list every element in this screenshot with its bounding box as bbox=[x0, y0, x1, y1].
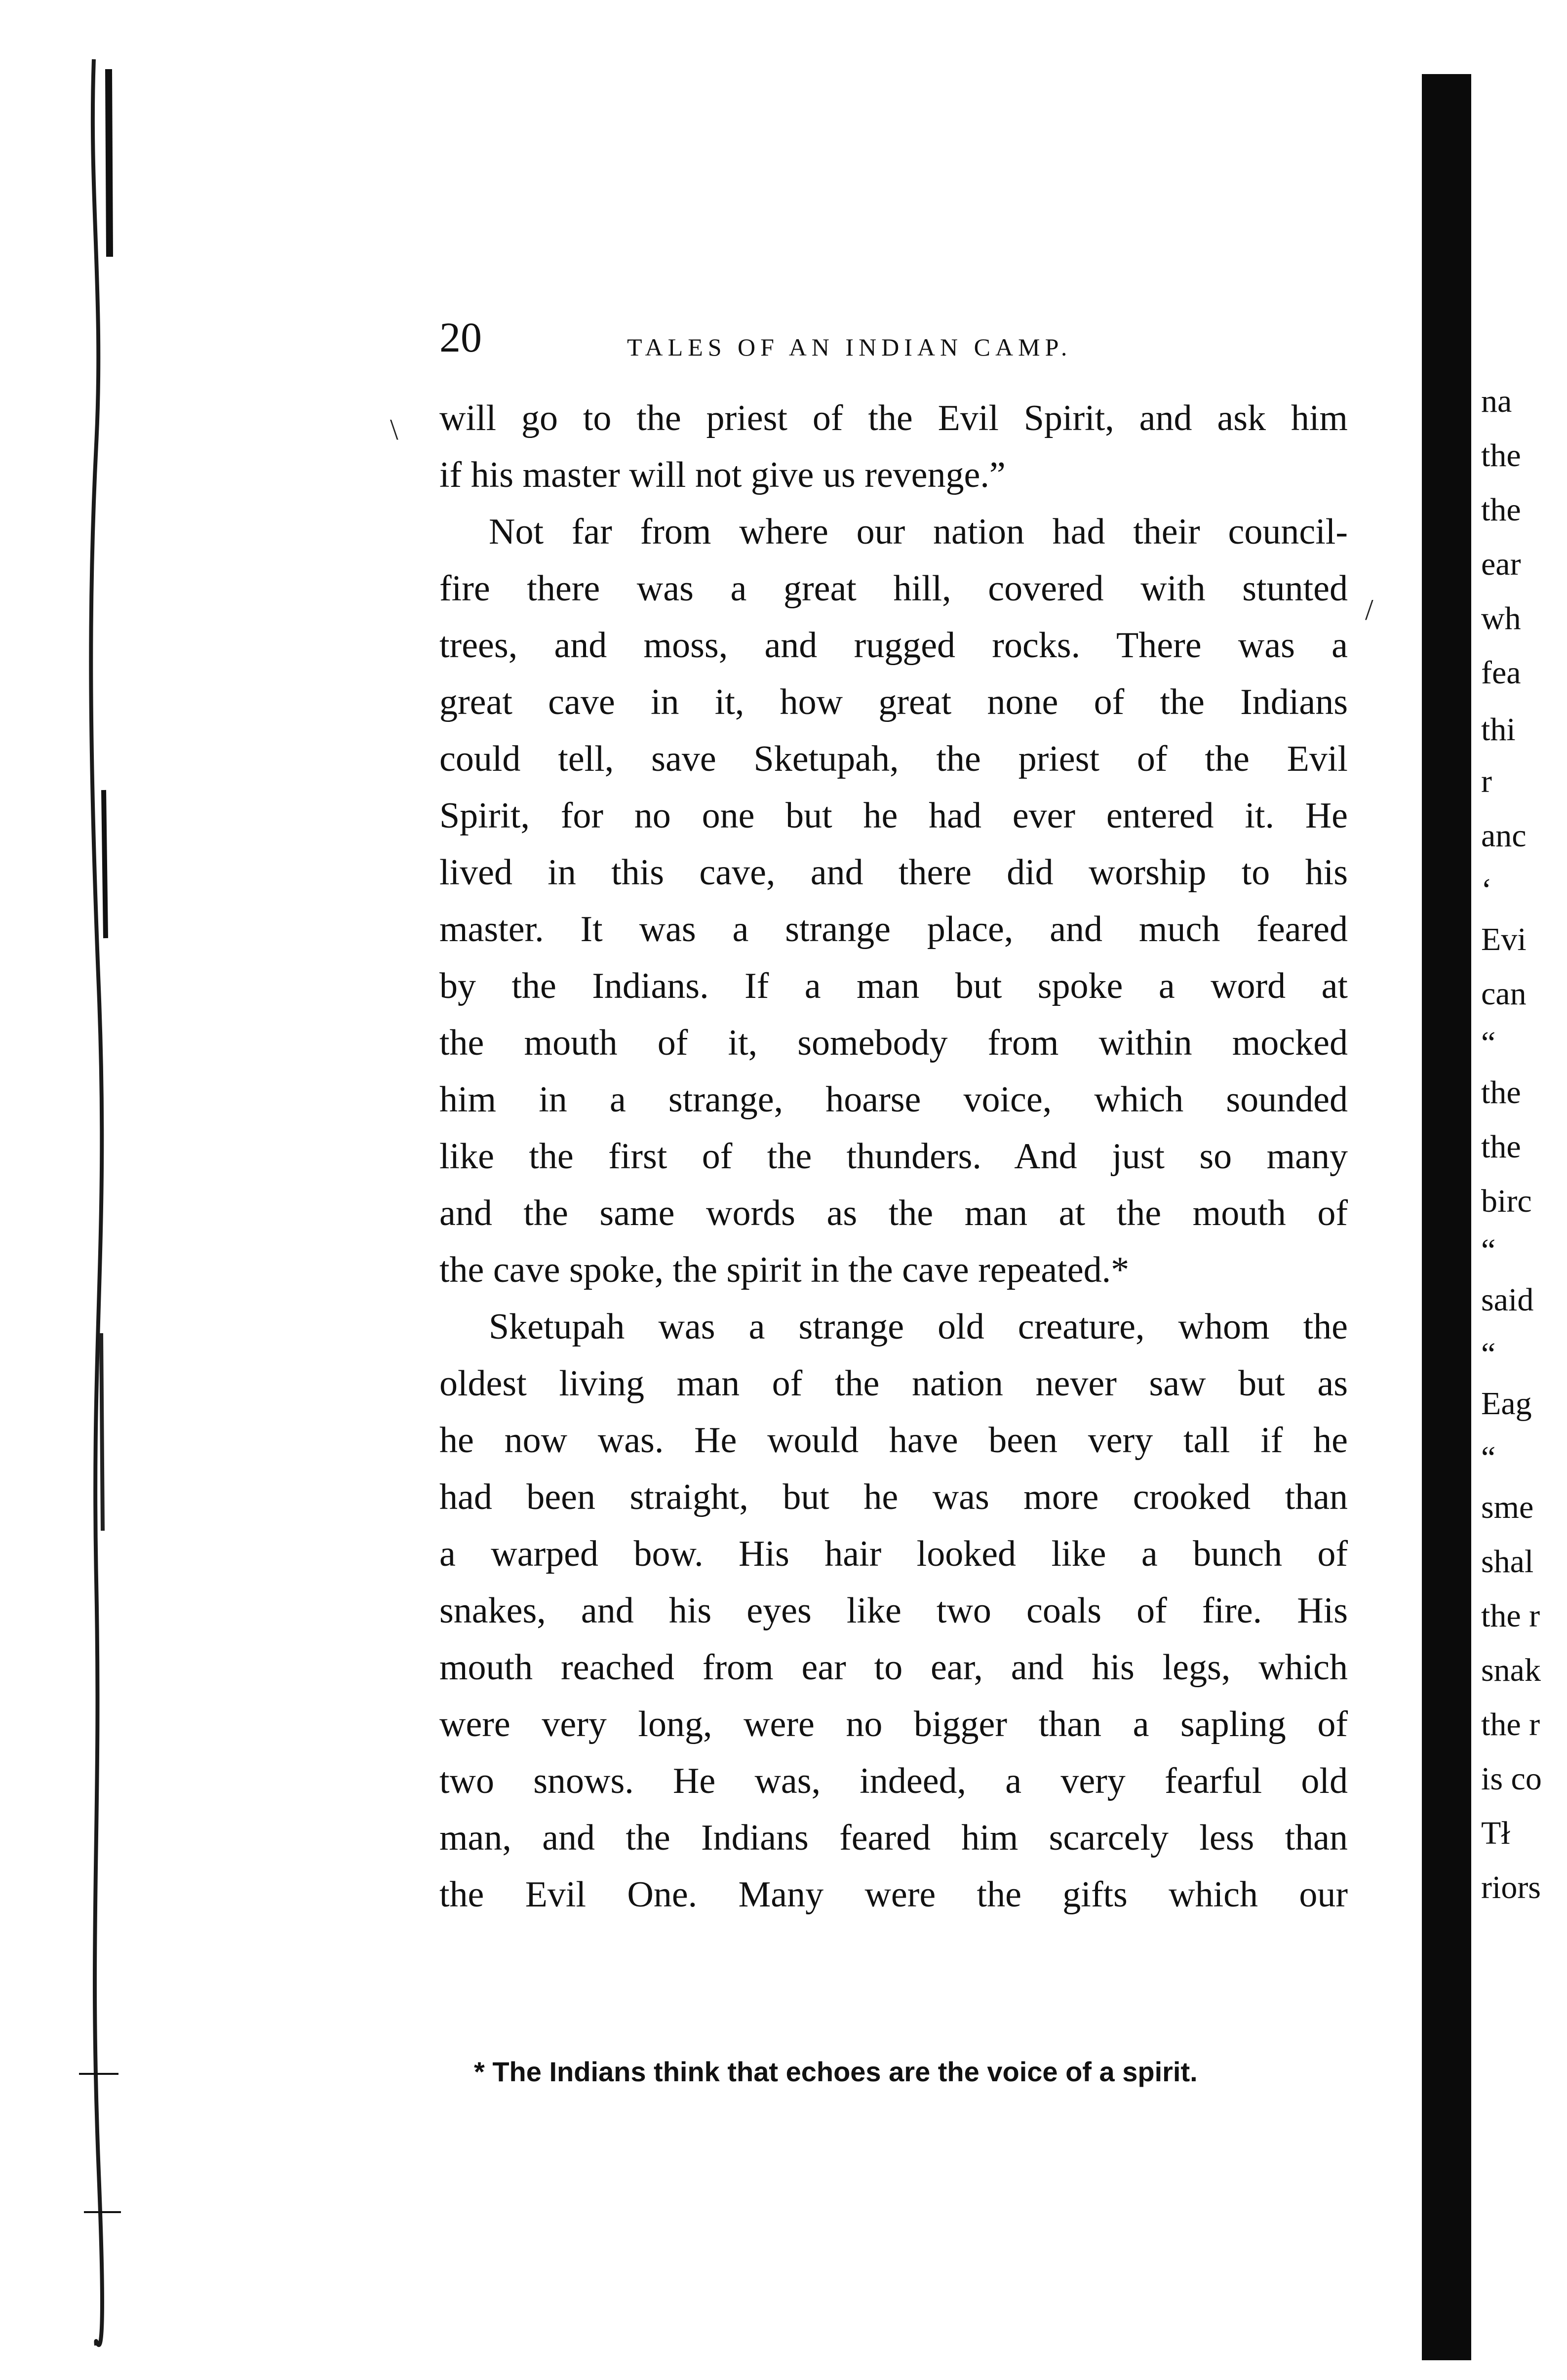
text-line: two snows. He was, indeed, a very fearful old bbox=[439, 1761, 1348, 1801]
running-title: TALES OF AN INDIAN CAMP. bbox=[627, 333, 1072, 361]
facing-fragment: the bbox=[1481, 492, 1521, 528]
facing-fragment: is co bbox=[1481, 1761, 1542, 1797]
facing-fragment: “ bbox=[1481, 1232, 1496, 1269]
facing-fragment: ‘ bbox=[1481, 872, 1492, 908]
page-number: 20 bbox=[439, 314, 482, 361]
facing-fragment: Evi bbox=[1481, 921, 1527, 957]
facing-fragment: shal bbox=[1481, 1544, 1534, 1580]
text-line: were very long, were no bigger than a sapling of bbox=[439, 1704, 1348, 1745]
facing-fragment: na bbox=[1481, 383, 1512, 419]
text-line: man, and the Indians feared him scarcely less than bbox=[439, 1818, 1348, 1858]
facing-fragment: riors bbox=[1481, 1869, 1541, 1905]
facing-fragment: the r bbox=[1481, 1598, 1540, 1634]
text-line: could tell, save Sketupah, the priest of the Evil bbox=[439, 739, 1348, 779]
text-line: the mouth of it, somebody from within mocked bbox=[439, 1023, 1348, 1063]
facing-fragment: wh bbox=[1481, 600, 1521, 636]
body-text bbox=[439, 390, 1348, 1923]
text-line: fire there was a great hill, covered with stunted bbox=[439, 568, 1348, 609]
facing-fragment: sme bbox=[1481, 1489, 1534, 1525]
facing-fragment: anc bbox=[1481, 818, 1527, 854]
facing-fragment: Eag bbox=[1481, 1386, 1532, 1422]
facing-fragment: the bbox=[1481, 1129, 1521, 1165]
text-line: and the same words as the man at the mouth of bbox=[439, 1193, 1348, 1233]
facing-fragment: birc bbox=[1481, 1183, 1532, 1219]
text-line: if his master will not give us revenge.” bbox=[439, 455, 1006, 495]
facing-fragment: r bbox=[1481, 763, 1492, 799]
facing-fragment: said bbox=[1481, 1282, 1534, 1318]
text-line: will go to the priest of the Evil Spirit, and ask him bbox=[439, 398, 1348, 438]
binding-edge bbox=[74, 49, 128, 2350]
text-line: oldest living man of the nation never saw but as bbox=[439, 1363, 1348, 1404]
text-line: a warped bow. His hair looked like a bunch of bbox=[439, 1534, 1348, 1574]
text-line: Sketupah was a strange old creature, whom the bbox=[489, 1307, 1348, 1347]
text-line: lived in this cave, and there did worship to his bbox=[439, 852, 1348, 893]
text-line: like the first of the thunders. And just so many bbox=[439, 1136, 1348, 1177]
facing-fragment: the bbox=[1481, 437, 1521, 474]
scan-mark: / bbox=[1365, 594, 1373, 626]
facing-fragment: Tł bbox=[1481, 1815, 1510, 1851]
footnote: * The Indians think that echoes are the voice of a spirit. bbox=[474, 2056, 1198, 2087]
facing-fragment: the r bbox=[1481, 1706, 1540, 1743]
text-line: mouth reached from ear to ear, and his legs, which bbox=[439, 1647, 1348, 1688]
text-line: him in a strange, hoarse voice, which sounded bbox=[439, 1079, 1348, 1120]
text-line: trees, and moss, and rugged rocks. There was a bbox=[439, 625, 1348, 666]
facing-fragment: snak bbox=[1481, 1652, 1541, 1688]
facing-fragment: “ bbox=[1481, 1440, 1496, 1476]
text-line: snakes, and his eyes like two coals of fire. His bbox=[439, 1590, 1348, 1631]
facing-fragment: “ bbox=[1481, 1025, 1496, 1061]
facing-fragment: can bbox=[1481, 976, 1527, 1012]
facing-fragment: ear bbox=[1481, 546, 1521, 582]
text-line: Spirit, for no one but he had ever entered it. He bbox=[439, 795, 1348, 836]
scan-mark: \ bbox=[390, 413, 398, 446]
facing-fragment: thi bbox=[1481, 712, 1516, 748]
gutter-shadow bbox=[1422, 74, 1471, 2360]
text-line: the Evil One. Many were the gifts which our bbox=[439, 1874, 1348, 1915]
facing-fragment: “ bbox=[1481, 1336, 1496, 1372]
text-line: had been straight, but he was more crooked than bbox=[439, 1477, 1348, 1517]
text-line: great cave in it, how great none of the Indians bbox=[439, 682, 1348, 722]
text-line: master. It was a strange place, and much feared bbox=[439, 909, 1348, 950]
text-line: by the Indians. If a man but spoke a word at bbox=[439, 966, 1348, 1006]
text-line: he now was. He would have been very tall if he bbox=[439, 1420, 1348, 1461]
facing-fragment: the bbox=[1481, 1074, 1521, 1111]
text-line: Not far from where our nation had their council- bbox=[489, 512, 1348, 552]
text-line: the cave spoke, the spirit in the cave repeated.* bbox=[439, 1250, 1130, 1290]
facing-fragment: fea bbox=[1481, 655, 1521, 691]
